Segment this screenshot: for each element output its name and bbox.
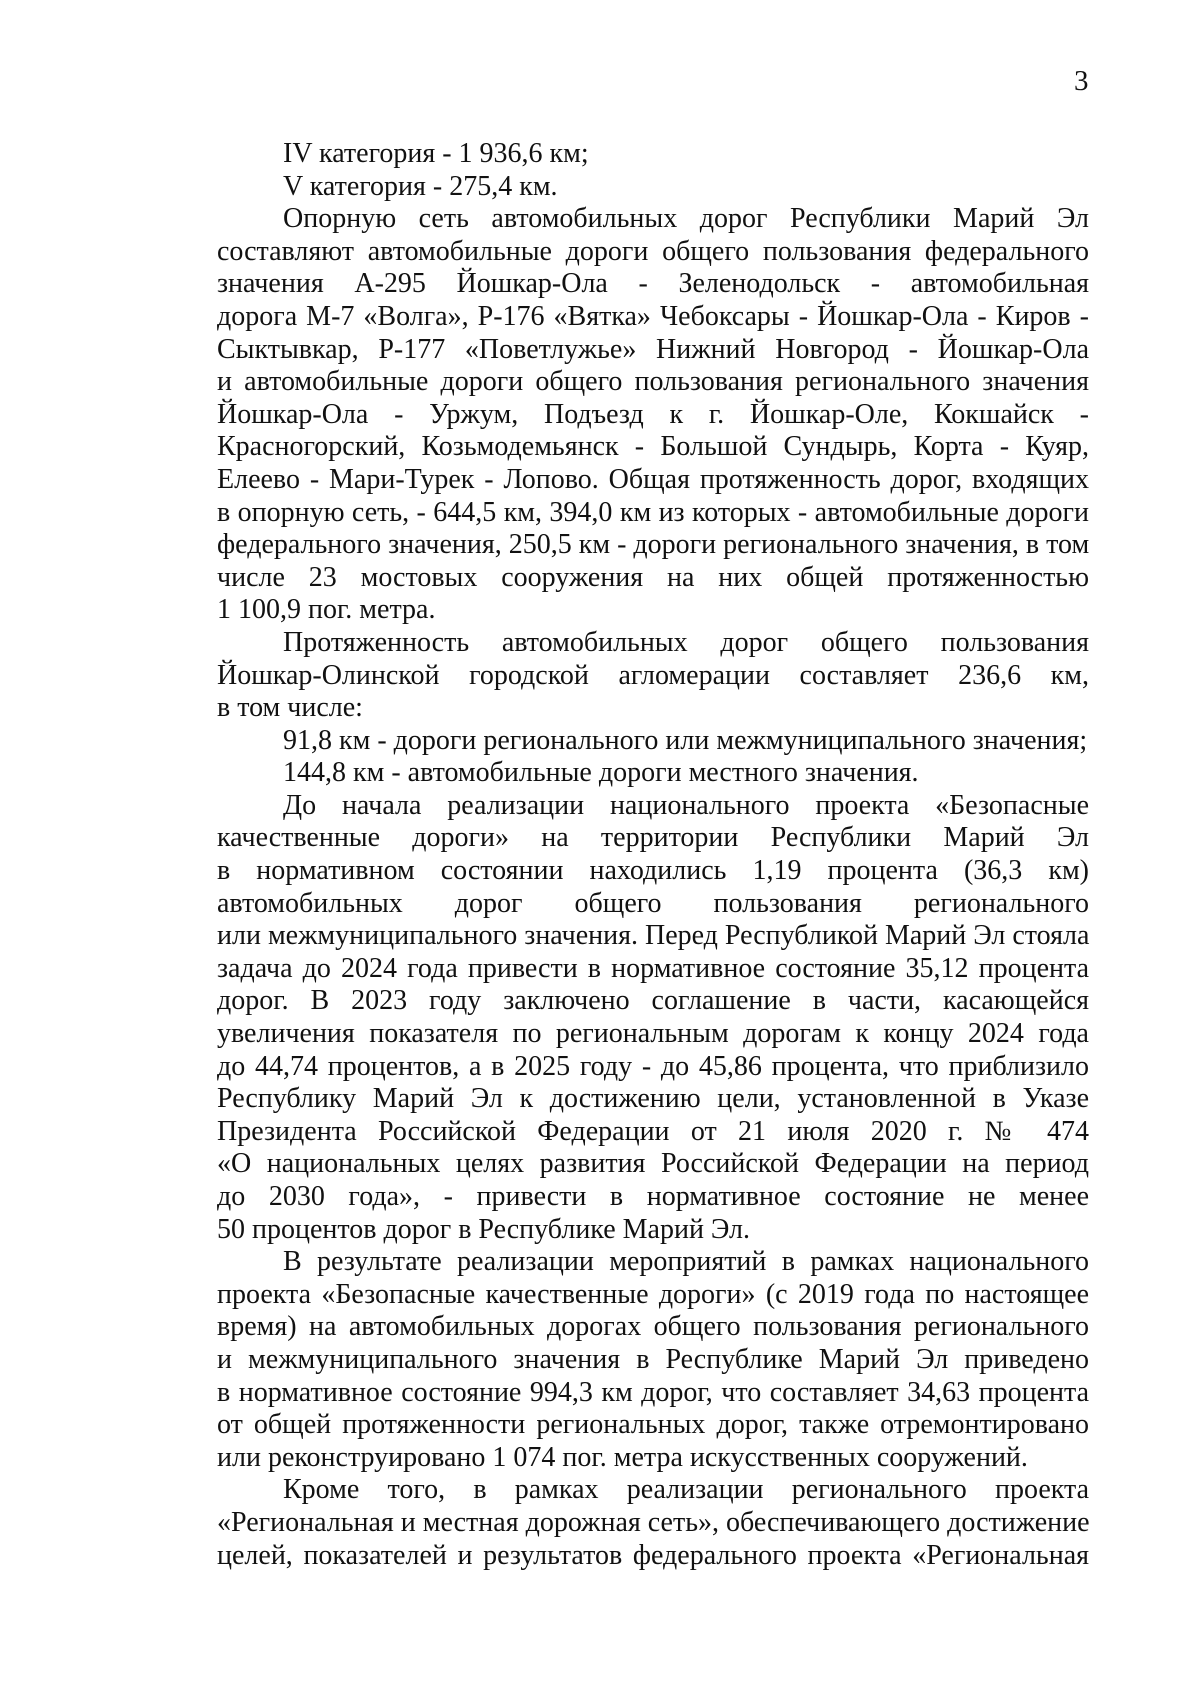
- text-line: и межмуниципального значения в Республике Марий Эл приведено: [217, 1343, 1089, 1375]
- text-line: Опорную сеть автомобильных дорог Республики Марий Эл: [283, 203, 1089, 235]
- text-line: 144,8 км - автомобильные дороги местного значения.: [283, 757, 919, 789]
- text-line: проекта «Безопасные качественные дороги» (с 2019 года по настоящее: [217, 1278, 1089, 1310]
- text-line: значения А-295 Йошкар-Ола - Зеленодольск - автомобильная: [217, 268, 1089, 300]
- text-line: 1 100,9 пог. метра.: [217, 594, 436, 626]
- text-line: Елеево - Мари-Турек - Лопово. Общая протяженность дорог, входящих: [217, 463, 1089, 495]
- text-line: время) на автомобильных дорогах общего пользования регионального: [217, 1311, 1089, 1343]
- text-line: Республику Марий Эл к достижению цели, установленной в Указе: [217, 1083, 1089, 1115]
- text-line: Протяженность автомобильных дорог общего пользования: [283, 626, 1089, 658]
- text-line: в том числе:: [217, 692, 363, 724]
- text-line: от общей протяженности региональных дорог, также отремонтировано: [217, 1409, 1089, 1441]
- text-line: в нормативное состояние 994,3 км дорог, что составляет 34,63 процента: [217, 1376, 1089, 1408]
- text-line: Сыктывкар, Р-177 «Поветлужье» Нижний Новгород - Йошкар-Ола: [217, 333, 1089, 365]
- text-line: качественные дороги» на территории Республики Марий Эл: [217, 822, 1089, 854]
- text-line: в нормативном состоянии находились 1,19 процента (36,3 км): [217, 855, 1089, 887]
- text-line: дорог. В 2023 году заключено соглашение в части, касающейся: [217, 985, 1089, 1017]
- text-line: В результате реализации мероприятий в рамках национального: [283, 1246, 1089, 1278]
- text-line: задача до 2024 года привести в нормативное состояние 35,12 процента: [217, 952, 1089, 984]
- text-line: и автомобильные дороги общего пользования регионального значения: [217, 366, 1089, 398]
- text-line: увеличения показателя по региональным дорогам к концу 2024 года: [217, 1018, 1089, 1050]
- text-line: «О национальных целях развития Российской Федерации на период: [217, 1148, 1089, 1180]
- text-line: дорога М-7 «Волга», Р-176 «Вятка» Чебоксары - Йошкар-Ола - Киров -: [217, 300, 1089, 332]
- text-line: Кроме того, в рамках реализации регионального проекта: [283, 1474, 1089, 1506]
- text-line: До начала реализации национального проекта «Безопасные: [283, 789, 1089, 821]
- text-line: автомобильных дорог общего пользования регионального: [217, 887, 1089, 919]
- text-line: 91,8 км - дороги регионального или межмуниципального значения;: [283, 724, 1088, 756]
- text-line: 50 процентов дорог в Республике Марий Эл.: [217, 1213, 751, 1245]
- text-line: федерального значения, 250,5 км - дороги регионального значения, в том: [217, 529, 1090, 561]
- text-line: Президента Российской Федерации от 21 июля 2020 г. № 474: [217, 1115, 1089, 1147]
- page-number: 3: [1074, 65, 1089, 97]
- text-line: Йошкар-Ола - Уржум, Подъезд к г. Йошкар-Оле, Кокшайск -: [217, 398, 1089, 430]
- text-line: Йошкар-Олинской городской агломерации составляет 236,6 км,: [217, 659, 1089, 691]
- text-line: IV категория - 1 936,6 км;: [283, 138, 589, 169]
- text-line: до 44,74 процентов, а в 2025 году - до 45,86 процента, что приблизило: [217, 1050, 1089, 1082]
- text-line: V категория - 275,4 км.: [283, 170, 558, 202]
- text-line: Красногорский, Козьмодемьянск - Большой Сундырь, Корта - Куяр,: [217, 431, 1089, 463]
- text-line: до 2030 года», - привести в нормативное состояние не менее: [217, 1181, 1089, 1212]
- text-line: в опорную сеть, - 644,5 км, 394,0 км из которых - автомобильные дороги: [217, 496, 1089, 528]
- text-line: составляют автомобильные дороги общего пользования федерального: [217, 235, 1089, 267]
- text-line: или межмуниципального значения. Перед Республикой Марий Эл стояла: [217, 920, 1090, 952]
- text-line: числе 23 мостовых сооружения на них общей протяженностью: [217, 561, 1089, 593]
- document-body: [217, 138, 1089, 1572]
- text-line: целей, показателей и результатов федерального проекта «Региональная: [217, 1539, 1089, 1571]
- text-line: «Региональная и местная дорожная сеть», обеспечивающего достижение: [217, 1506, 1090, 1538]
- text-line: или реконструировано 1 074 пог. метра искусственных сооружений.: [217, 1441, 1028, 1473]
